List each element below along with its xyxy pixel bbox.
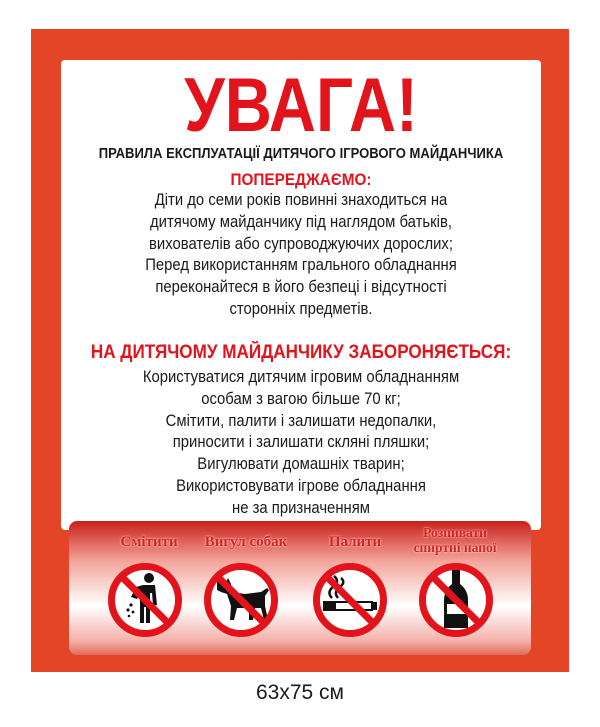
pictogram-label-alcohol-line2: спиртні напої (413, 540, 497, 555)
pictogram-label-alcohol-line1: Розпивати (423, 525, 487, 540)
warning-line: переконайтеся в його безпеці і відсутності (155, 278, 447, 297)
no-alcohol-icon (416, 560, 496, 640)
no-littering-icon (105, 560, 185, 640)
size-caption: 63x75 см (256, 681, 344, 704)
warning-line: вихователів або супроводжуючих дорослих; (149, 234, 453, 253)
forbidden-heading: НА ДИТЯЧОМУ МАЙДАНЧИКУ ЗАБОРОНЯЄТЬСЯ: (90, 342, 512, 363)
warning-line: Перед використанням грального обладнання (145, 256, 457, 275)
sign-subtitle: ПРАВИЛА ЕКСПЛУАТАЦІЇ ДИТЯЧОГО ІГРОВОГО МАЙДАНЧИКА (98, 146, 504, 162)
warning-heading: ПОПЕРЕДЖАЄМО: (230, 170, 372, 189)
forbidden-line: Користуватися дитячим ігровим обладнанням (142, 368, 460, 386)
sign-title: УВАГА! (184, 63, 418, 148)
forbidden-line: приносити і залишати скляні пляшки; (172, 433, 430, 452)
warning-text (85, 190, 517, 321)
no-dogs-icon (201, 560, 281, 640)
pictogram-label-alcohol (400, 525, 510, 555)
pictogram-label-dogs: Вигул собак (204, 534, 288, 550)
forbidden-line: особам з вагою більше 70 кг; (201, 389, 401, 408)
forbidden-line: Використовувати ігрове обладнання (176, 476, 426, 495)
no-smoking-icon (310, 560, 390, 640)
warning-line: сторонніх предметів. (229, 299, 373, 318)
forbidden-line: Вигулювати домашніх тварин; (197, 455, 405, 474)
forbidden-line: Смітити, палити і залишати недопалки, (165, 411, 437, 430)
pictogram-label-littering: Смітити (120, 534, 178, 550)
pictogram-label-smoking: Палити (328, 534, 382, 550)
forbidden-text (85, 367, 517, 520)
warning-line: дитячому майданчику під наглядом батьків, (150, 212, 452, 231)
forbidden-line: не за призначенням (232, 498, 370, 517)
warning-line: Діти до семи років повинні знаходиться на (154, 191, 448, 209)
